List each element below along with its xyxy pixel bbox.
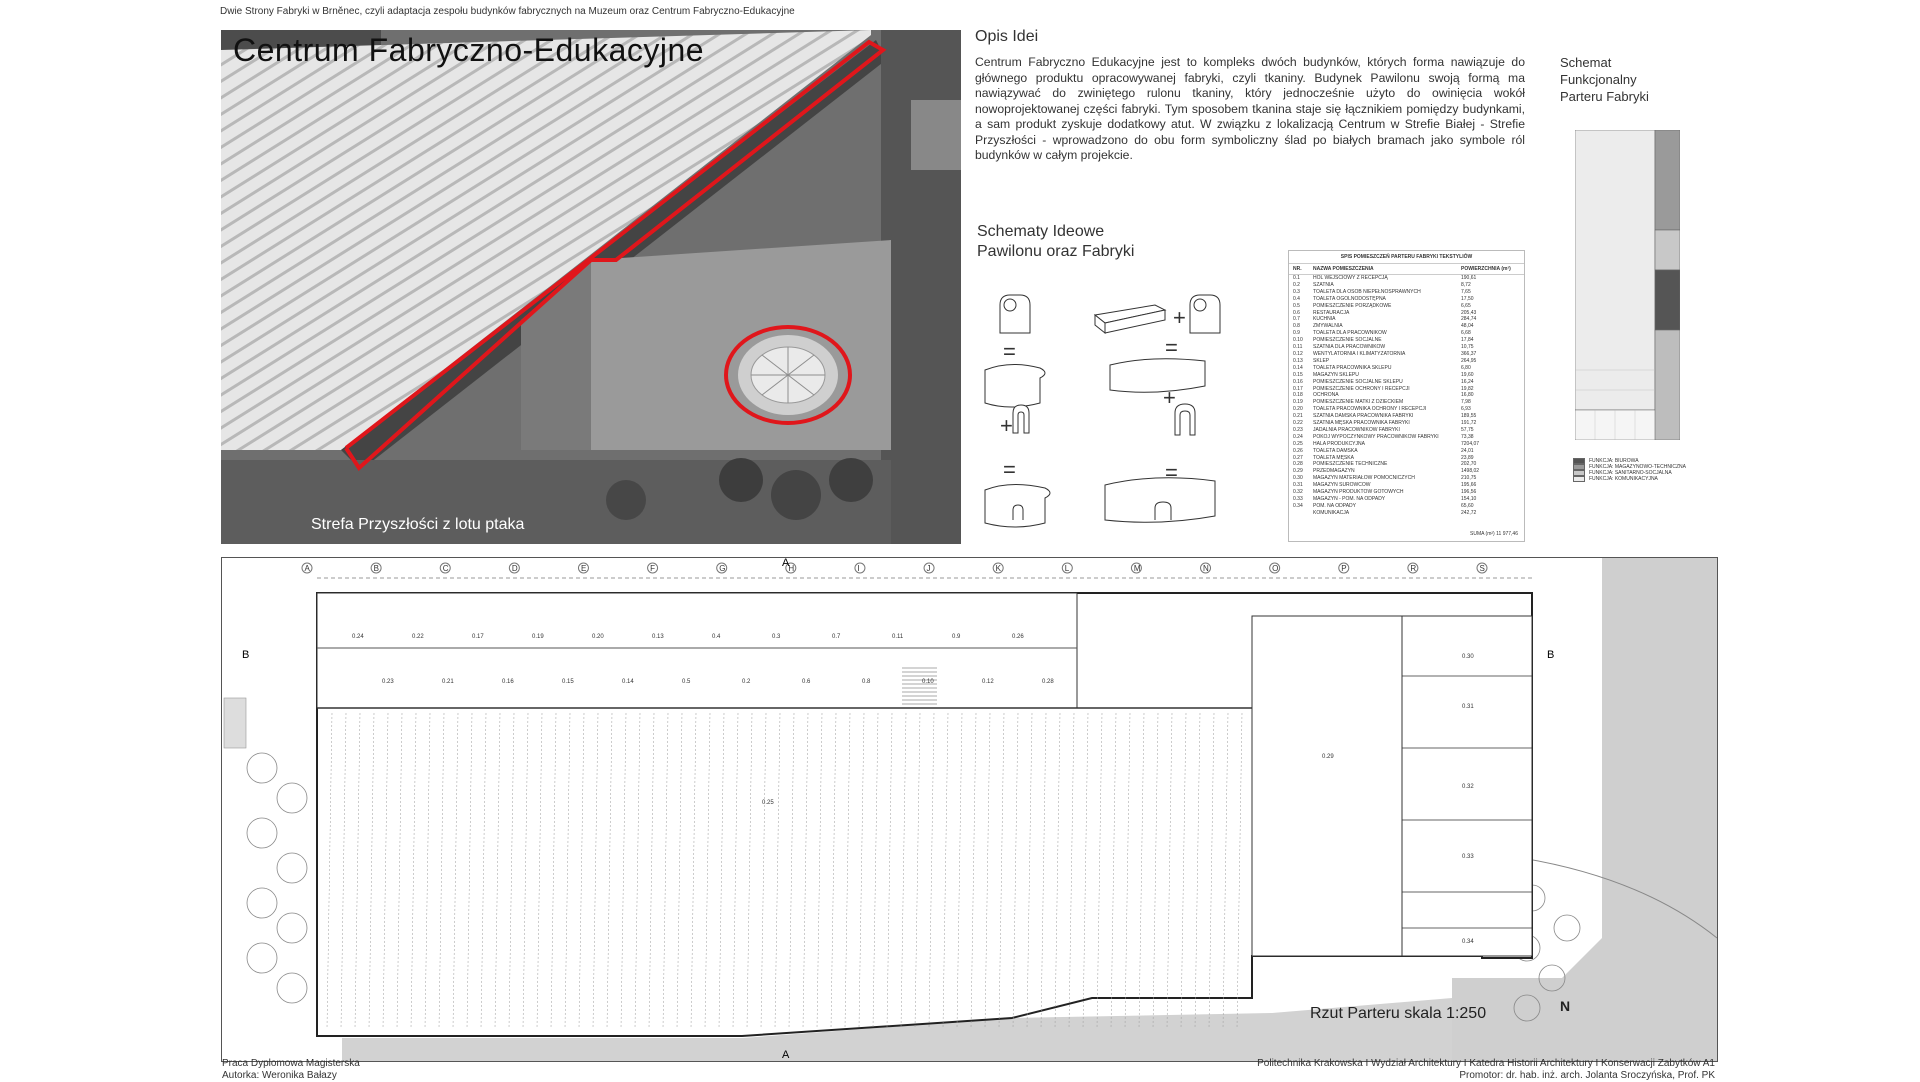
- room-name: MAGAZYN SUROWCÓW: [1313, 482, 1371, 489]
- room-row: [1289, 386, 1524, 393]
- schemes-heading: [977, 222, 1134, 262]
- room-area: 65,60: [1461, 502, 1474, 509]
- room-name: WENTYLATORNIA I KLIMATYZATORNIA: [1313, 350, 1406, 357]
- room-area: 57,75: [1461, 426, 1474, 433]
- room-table: [1288, 250, 1525, 542]
- room-nr: 0.11: [1293, 344, 1303, 351]
- plus-2: +: [1173, 305, 1186, 330]
- thesis-type: Praca Dyplomowa Magisterska: [222, 1058, 360, 1069]
- footer-left: [222, 1058, 360, 1082]
- legend-item: [1573, 476, 1686, 482]
- axis-letter: B: [373, 564, 379, 573]
- room-table-title: SPIS POMIESZCZEŃ PARTERU FABRYKI TEKSTYLIÓW: [1289, 251, 1524, 264]
- section-mark-b-left: B: [242, 649, 250, 661]
- idea-diagrams: [975, 285, 1275, 550]
- header-caption: Dwie Strony Fabryki w Brněnec, czyli adaptacja zespołu budynków fabrycznych na Muzeum oraz Centrum Fabryczno-Edukacyjne: [220, 6, 795, 17]
- room-row: [1289, 489, 1524, 496]
- room-row: [1289, 392, 1524, 399]
- room-label: 0.16: [502, 679, 514, 685]
- room-row: [1289, 441, 1524, 448]
- room-label: 0.15: [562, 679, 574, 685]
- block-icon: [1095, 305, 1165, 333]
- university: Politechnika Krakowska I Wydział Architektury I Katedra Historii Architektury I Konserwacji Zabytków A1: [1257, 1058, 1715, 1069]
- room-label: 0.28: [1042, 679, 1054, 685]
- room-row: [1289, 323, 1524, 330]
- room-name: MAGAZYN SKLEPU: [1313, 371, 1359, 378]
- room-row: [1289, 275, 1524, 282]
- room-name: TOALETA DLA OSÓB NIEPEŁNOSPRAWNYCH: [1313, 288, 1421, 295]
- room-name: POKÓJ WYPOCZYNKOWY PRACOWNIKÓW FABRYKI: [1313, 433, 1439, 440]
- room-area: 366,37: [1461, 350, 1477, 357]
- room-label: 0.31: [1462, 704, 1474, 710]
- room-nr: 0.24: [1293, 433, 1303, 440]
- room-name: HOL WEJŚCIOWY Z RECEPCJĄ: [1313, 275, 1388, 281]
- schemes-heading-line1: Schematy Ideowe: [977, 223, 1105, 240]
- room-name: KUCHNIA: [1313, 316, 1336, 323]
- room-row: [1289, 330, 1524, 337]
- room-label: 0.23: [382, 679, 394, 685]
- axis-letter: K: [995, 564, 1002, 573]
- room-area: 191,72: [1461, 420, 1477, 427]
- room-table-body: [1289, 275, 1524, 517]
- room-row: [1289, 455, 1524, 462]
- axis-letter: I: [857, 564, 860, 573]
- room-name: POMIESZCZENIE PORZĄDKOWE: [1313, 302, 1392, 309]
- author: Autorka: Weronika Bałazy: [222, 1070, 337, 1081]
- room-nr: 0.5: [1293, 302, 1300, 309]
- functional-line2: Funkcjonalny: [1560, 72, 1637, 87]
- room-area: 10,75: [1461, 344, 1474, 351]
- room-area: 16,24: [1461, 378, 1474, 385]
- room-name: MAGAZYN - POM. NA ODPADY: [1313, 496, 1386, 502]
- axis-letter: P: [1341, 564, 1347, 573]
- room-nr: 0.12: [1293, 350, 1303, 357]
- north-arrow: N: [1560, 998, 1571, 1014]
- room-label: 0.2: [742, 679, 751, 685]
- factory-form-icon: [1110, 359, 1205, 393]
- room-row: [1289, 475, 1524, 482]
- room-area: 202,70: [1461, 461, 1477, 468]
- room-row: [1289, 344, 1524, 351]
- room-row: [1289, 310, 1524, 317]
- equals-2: =: [1003, 457, 1016, 482]
- room-label: 0.14: [622, 679, 634, 685]
- room-name: TOALETA PRACOWNIKA OCHRONY I RECEPCJI: [1313, 406, 1427, 413]
- room-nr: 0.34: [1293, 502, 1303, 509]
- legend-label: FUNKCJA: SANITARNO-SOCJALNA: [1589, 470, 1672, 476]
- axis-letter: M: [1133, 564, 1141, 573]
- room-area: 242,72: [1461, 509, 1477, 516]
- room-area: 196,56: [1461, 489, 1477, 496]
- room-row: [1289, 399, 1524, 406]
- room-area: 17,50: [1461, 295, 1474, 302]
- functional-line1: Schemat: [1560, 55, 1612, 70]
- room-nr: 0.19: [1293, 399, 1303, 406]
- room-name: POM. NA ODPADY: [1313, 502, 1356, 509]
- axis-letter: F: [650, 564, 655, 573]
- room-name: TOALETA PRACOWNIKA SKLEPU: [1313, 364, 1392, 371]
- room-nr: 0.20: [1293, 406, 1303, 413]
- room-row: [1289, 482, 1524, 489]
- room-label: 0.6: [802, 679, 811, 685]
- plan-title: Rzut Parteru skala 1:250: [1310, 1005, 1487, 1022]
- col-area: POWIERZCHNIA (m²): [1461, 266, 1511, 272]
- fabric-roll-icon-2: [1190, 295, 1220, 333]
- axis-letter: A: [304, 564, 310, 573]
- equals-4: =: [1165, 460, 1178, 485]
- room-nr: 0.7: [1293, 316, 1300, 323]
- aerial-caption: Strefa Przyszłości z lotu ptaka: [311, 516, 525, 533]
- plus-3: +: [1163, 385, 1176, 410]
- col-nr: NR.: [1293, 266, 1302, 272]
- room-label: 0.12: [982, 679, 994, 685]
- room-name: POMIESZCZENIE MATKI Z DZIECKIEM: [1313, 399, 1404, 406]
- room-name: KOMUNIKACJA: [1313, 509, 1350, 516]
- equals-1: =: [1003, 339, 1016, 364]
- room-area: 8,72: [1461, 281, 1471, 288]
- plus-1: +: [1000, 413, 1013, 438]
- room-label: 0.34: [1462, 939, 1474, 945]
- room-row: [1289, 448, 1524, 455]
- room-label: 0.11: [892, 634, 904, 640]
- room-nr: 0.14: [1293, 364, 1303, 371]
- room-name: TOALETA DLA PRACOWNIKÓW: [1313, 330, 1387, 337]
- room-area: 284,74: [1461, 316, 1477, 323]
- gate-icon-2: [1175, 404, 1195, 435]
- room-nr: 0.21: [1293, 413, 1303, 420]
- room-name: SZATNIA MĘSKA PRACOWNIKA FABRYKI: [1313, 420, 1410, 427]
- section-mark-a-top: A: [782, 558, 790, 569]
- equals-3: =: [1165, 335, 1178, 360]
- functional-line3: Parteru Fabryki: [1560, 89, 1649, 104]
- axis-letter: C: [442, 564, 449, 573]
- footer-right: [1255, 1058, 1715, 1082]
- hall-label: 0.25: [762, 800, 774, 806]
- functional-heading: [1560, 54, 1649, 105]
- axis-letter: S: [1479, 564, 1485, 573]
- pavilion-result-icon: [985, 484, 1050, 527]
- room-area: 7204,07: [1461, 440, 1480, 447]
- room-label: 0.3: [772, 634, 781, 640]
- functional-scheme: [1575, 130, 1680, 440]
- axis-letter: E: [580, 564, 587, 573]
- room-row: [1289, 296, 1524, 303]
- room-nr: 0.9: [1293, 330, 1300, 337]
- room-label: 0.29: [1322, 754, 1334, 760]
- axis-letter: J: [926, 564, 931, 573]
- room-area: 24,01: [1461, 447, 1474, 454]
- room-row: [1289, 282, 1524, 289]
- room-row: [1289, 413, 1524, 420]
- room-area: 17,84: [1461, 337, 1474, 344]
- axis-letter: R: [1410, 564, 1417, 573]
- idea-body: Centrum Fabryczno Edukacyjne jest to kompleks dwóch budynków, których forma nawiązuje do głównego produktu opracowywanej fabryki, czyli tkaniny. Budynek Pawilonu swoją formą ma nawiązywać do zwiniętego rulonu tkaniny, który jednocześnie użyto do owinięcia wokół nowoprojektowanej części fabryki. Tym sposobem tkanina staje się łącznikiem pomiędzy budynkami, a sam produkt zyskuje dodatkowy atut. W związku z lokalizacją Centrum w Strefie Białej - Strefie Przyszłości - wprowadzono do obu form symboliczny ślad po białych bramach jako symbole ról budynków w całym projekcie.: [975, 55, 1525, 162]
- room-nr: 0.10: [1293, 337, 1303, 344]
- room-label: 0.21: [442, 679, 454, 685]
- room-name: POMIESZCZENIE OCHRONY I RECEPCJI: [1313, 385, 1410, 392]
- room-table-sum: [1470, 531, 1518, 537]
- promotor: Promotor: dr. hab. inż. arch. Jolanta Sroczyńska, Prof. PK: [1459, 1070, 1715, 1081]
- room-nr: [1293, 510, 1313, 517]
- room-name: TOALETA DAMSKA: [1313, 447, 1358, 454]
- room-label: 0.4: [712, 634, 721, 640]
- room-label: 0.20: [592, 634, 604, 640]
- room-name: SKLEP: [1313, 357, 1330, 364]
- axis-letter: D: [511, 564, 518, 573]
- axis-letter: L: [1064, 564, 1070, 573]
- room-row: [1289, 379, 1524, 386]
- room-name: SZATNIA DLA PRACOWNIKÓW: [1313, 344, 1386, 351]
- axis-letter: G: [719, 564, 726, 573]
- room-nr: 0.32: [1293, 489, 1303, 496]
- sum-label: SUMA (m²): [1470, 531, 1495, 537]
- room-area: 19,60: [1461, 371, 1474, 378]
- room-area: 23,89: [1461, 454, 1474, 461]
- functional-legend: [1573, 458, 1686, 482]
- fabric-roll-icon: [1000, 295, 1030, 333]
- room-nr: 0.33: [1293, 496, 1303, 502]
- room-area: 7,98: [1461, 399, 1471, 406]
- legend-label: FUNKCJA: KOMUNIKACYJNA: [1589, 476, 1658, 482]
- section-mark-a-bottom: A: [782, 1049, 790, 1061]
- room-nr: 0.18: [1293, 392, 1303, 399]
- room-area: 16,80: [1461, 392, 1474, 399]
- room-row: [1289, 316, 1524, 323]
- room-name: ZMYWALNIA: [1313, 323, 1343, 330]
- room-label: 0.8: [862, 679, 871, 685]
- room-label: 0.33: [1462, 854, 1474, 860]
- room-name: TOALETA MĘSKA: [1313, 454, 1354, 461]
- room-row: [1289, 468, 1524, 475]
- idea-heading: Opis Idei: [975, 28, 1039, 45]
- room-label: 0.32: [1462, 784, 1474, 790]
- room-label: 0.30: [1462, 654, 1474, 660]
- pavilion-form-icon: [985, 364, 1045, 407]
- room-area: 210,75: [1461, 475, 1477, 482]
- room-row: [1289, 365, 1524, 372]
- factory-result-icon: [1105, 478, 1215, 522]
- room-area: 195,66: [1461, 482, 1477, 489]
- aerial-title: Centrum Fabryczno-Edukacyjne: [233, 32, 705, 68]
- gate-icon: [1013, 405, 1029, 433]
- room-area: 6,80: [1461, 364, 1471, 371]
- room-name: SZATNIA DAMSKA PRACOWNIKA FABRYKI: [1313, 413, 1414, 420]
- room-area: 154,10: [1461, 496, 1477, 502]
- room-area: 190,61: [1461, 275, 1477, 281]
- room-name: POMIESZCZENIE SOCJALNE SKLEPU: [1313, 378, 1403, 385]
- room-nr: 0.22: [1293, 420, 1303, 427]
- room-nr: 0.28: [1293, 461, 1303, 468]
- room-row: [1289, 461, 1524, 468]
- room-nr: 0.1: [1293, 275, 1300, 281]
- room-nr: 0.3: [1293, 288, 1300, 295]
- room-row: [1289, 427, 1524, 434]
- room-name: MAGAZYN PRODUKTÓW GOTOWYCH: [1313, 489, 1404, 496]
- room-name: HALA PRODUKCYJNA: [1313, 440, 1365, 447]
- room-nr: 0.8: [1293, 323, 1300, 330]
- room-area: 48,04: [1461, 323, 1474, 330]
- floor-plan: [221, 557, 1718, 1062]
- room-label: 0.19: [532, 634, 544, 640]
- room-nr: 0.16: [1293, 378, 1303, 385]
- axis-letter: O: [1272, 564, 1279, 573]
- section-mark-b-right: B: [1547, 649, 1555, 661]
- legend-label: FUNKCJA: BIUROWA: [1589, 458, 1639, 464]
- room-row: [1289, 337, 1524, 344]
- room-name: RESTAURACJA: [1313, 309, 1350, 316]
- room-row: [1289, 434, 1524, 441]
- axis-marker: [855, 563, 865, 573]
- room-label: 0.13: [652, 634, 664, 640]
- room-area: 1498,02: [1461, 468, 1480, 475]
- room-table-header: [1289, 264, 1524, 275]
- room-nr: 0.2: [1293, 281, 1300, 288]
- room-row: [1289, 372, 1524, 379]
- room-label: 0.17: [472, 634, 484, 640]
- room-area: 189,55: [1461, 413, 1477, 420]
- room-label: 0.5: [682, 679, 691, 685]
- room-row: [1289, 406, 1524, 413]
- aerial-view: [221, 30, 961, 544]
- room-row: [1289, 303, 1524, 310]
- room-area: 205,43: [1461, 309, 1477, 316]
- room-nr: 0.6: [1293, 309, 1300, 316]
- room-nr: 0.29: [1293, 468, 1303, 475]
- room-label: 0.10: [922, 679, 934, 685]
- col-name: NAZWA POMIESZCZENIA: [1313, 266, 1374, 272]
- room-nr: 0.13: [1293, 357, 1303, 364]
- room-name: PRZEDMAGAZYN: [1313, 468, 1355, 475]
- room-area: 264,95: [1461, 357, 1477, 364]
- room-area: 19,82: [1461, 385, 1474, 392]
- room-row: [1289, 351, 1524, 358]
- room-row: [1289, 420, 1524, 427]
- room-row: [1289, 510, 1524, 517]
- schemes-heading-line2: Pawilonu oraz Fabryki: [977, 243, 1135, 260]
- sum-value: 11 977,46: [1496, 531, 1518, 537]
- room-nr: 0.30: [1293, 475, 1303, 482]
- room-name: POMIESZCZENIE SOCJALNE: [1313, 337, 1382, 344]
- room-label: 0.24: [352, 634, 364, 640]
- room-name: JADALNIA PRACOWNIKÓW FABRYKI: [1313, 426, 1400, 433]
- room-area: 6,93: [1461, 406, 1471, 413]
- room-name: POMIESZCZENIE TECHNICZNE: [1313, 461, 1388, 468]
- room-label: 0.7: [832, 634, 841, 640]
- room-row: [1289, 503, 1524, 510]
- room-area: 6,68: [1461, 330, 1471, 337]
- room-row: [1289, 496, 1524, 503]
- room-name: MAGAZYN MATERIAŁÓW POMOCNICZYCH: [1313, 475, 1415, 482]
- room-label: 0.26: [1012, 634, 1024, 640]
- room-area: 7,65: [1461, 288, 1471, 295]
- room-name: OCHRONA: [1313, 392, 1339, 399]
- room-nr: 0.17: [1293, 385, 1303, 392]
- room-nr: 0.4: [1293, 295, 1300, 302]
- room-name: TOALETA OGÓLNODOSTĘPNA: [1313, 295, 1386, 302]
- axis-letter: H: [788, 564, 795, 573]
- room-nr: 0.31: [1293, 482, 1303, 489]
- legend-swatch: [1573, 476, 1585, 482]
- room-label: 0.22: [412, 634, 424, 640]
- room-area: 73,38: [1461, 433, 1474, 440]
- legend-label: FUNKCJA: MAGAZYNOWO-TECHNICZNA: [1589, 464, 1686, 470]
- room-label: 0.9: [952, 634, 961, 640]
- room-nr: 0.23: [1293, 426, 1303, 433]
- room-nr: 0.27: [1293, 454, 1303, 461]
- room-nr: 0.26: [1293, 447, 1303, 454]
- room-row: [1289, 289, 1524, 296]
- room-row: [1289, 358, 1524, 365]
- room-area: 6,65: [1461, 302, 1471, 309]
- room-nr: 0.15: [1293, 371, 1303, 378]
- room-name: SZATNIA: [1313, 281, 1334, 288]
- axis-letter: N: [1203, 564, 1209, 573]
- room-nr: 0.25: [1293, 440, 1303, 447]
